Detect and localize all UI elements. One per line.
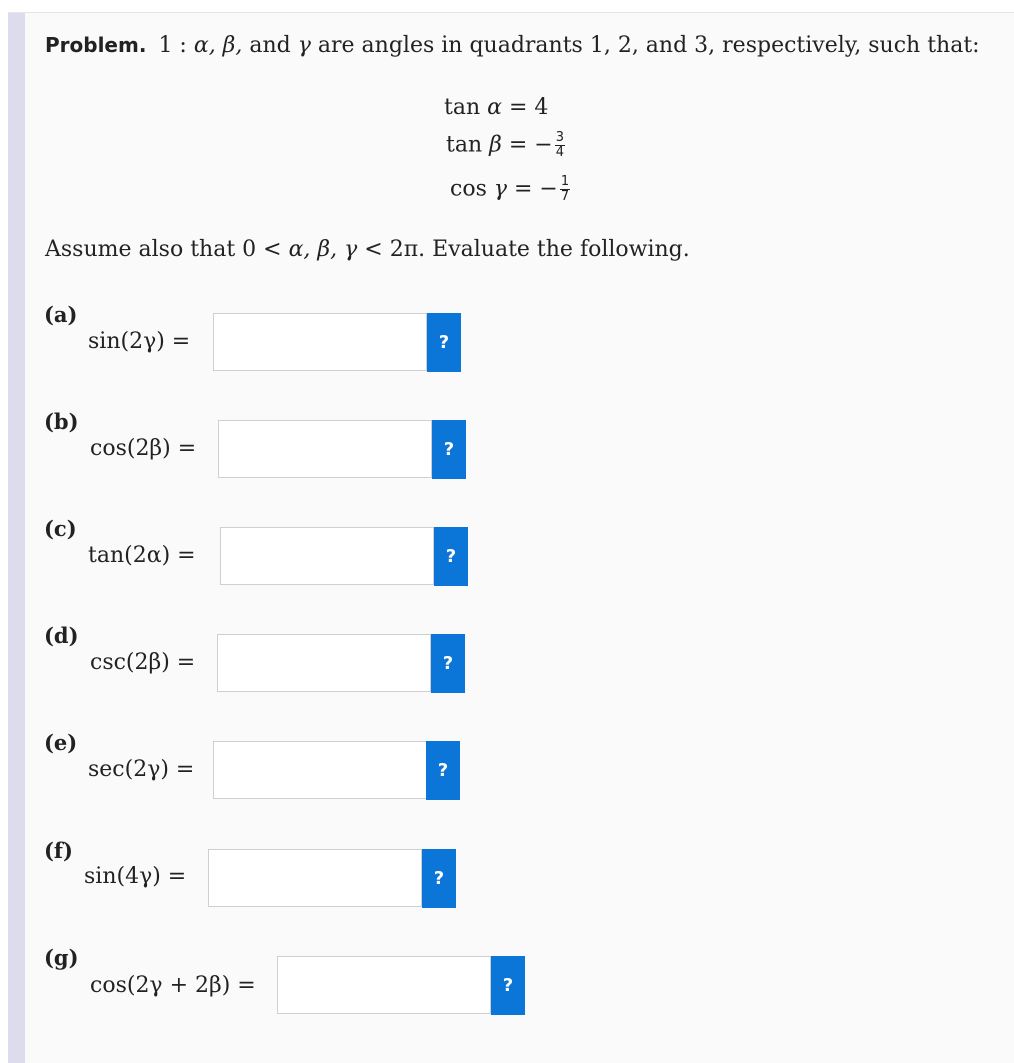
part-g-answer-input[interactable] (277, 956, 491, 1014)
part-a-label: (a) (44, 302, 78, 327)
part-e-expression: sec(2γ) = (88, 757, 195, 782)
given-cos-gamma (450, 175, 570, 204)
part-g-help-button[interactable]: ? (491, 956, 525, 1015)
part-d-label: (d) (44, 623, 79, 648)
part-d-help-button[interactable]: ? (431, 634, 465, 693)
part-a-answer-input[interactable] (213, 313, 427, 371)
part-e-answer-input[interactable] (213, 741, 427, 799)
part-f-answer-input[interactable] (208, 849, 422, 907)
part-a-expression: sin(2γ) = (88, 329, 191, 354)
part-e-label: (e) (44, 730, 78, 755)
tan-alpha-lhs: tan (444, 95, 488, 120)
tan-beta-numerator: 3 (555, 130, 564, 145)
part-g-label: (g) (44, 945, 79, 970)
cos-gamma-denominator: 7 (560, 189, 570, 204)
assume-vars: α, β, γ (288, 237, 358, 262)
tan-beta-lhs: tan (446, 132, 490, 158)
part-c-label: (c) (44, 516, 77, 541)
part-c-answer-input[interactable] (220, 527, 434, 585)
part-b-expression: cos(2β) = (90, 436, 197, 461)
part-b-answer-input[interactable] (218, 420, 432, 478)
problem-statement (45, 33, 980, 58)
problem-and: and (242, 33, 298, 58)
part-d-expression: csc(2β) = (90, 650, 196, 675)
problem-number: 1 : (158, 33, 194, 58)
assumption-text (45, 237, 690, 262)
tan-beta-rhs: = − (501, 132, 553, 158)
cos-gamma-numerator: 1 (560, 174, 570, 189)
part-f-label: (f) (44, 838, 73, 863)
part-g-expression: cos(2γ + 2β) = (90, 973, 256, 998)
cos-gamma-lhs: cos (450, 176, 494, 202)
cos-gamma-var: γ (493, 176, 508, 202)
tan-beta-var: β (489, 132, 502, 158)
part-b-help-button[interactable]: ? (432, 420, 466, 479)
tan-beta-fraction (555, 131, 565, 160)
part-e-help-button[interactable]: ? (426, 741, 460, 800)
tan-beta-denominator: 4 (555, 145, 564, 160)
problem-gamma: γ (297, 33, 311, 58)
part-b-label: (b) (44, 409, 79, 434)
tan-alpha-var: α (487, 95, 502, 120)
part-c-expression: tan(2α) = (88, 543, 196, 568)
cos-gamma-rhs: = − (507, 176, 558, 202)
part-a-help-button[interactable]: ? (427, 313, 461, 372)
part-f-help-button[interactable]: ? (422, 849, 456, 908)
cos-gamma-fraction (560, 175, 570, 204)
assume-suffix: < 2π. Evaluate the following. (357, 237, 690, 262)
problem-rest: are angles in quadrants 1, 2, and 3, respectively, such that: (310, 33, 980, 58)
part-f-expression: sin(4γ) = (84, 864, 187, 889)
part-c-help-button[interactable]: ? (434, 527, 468, 586)
problem-label: Problem. (45, 33, 147, 57)
given-tan-alpha (444, 95, 548, 120)
problem-card (8, 12, 1014, 1063)
tan-alpha-rhs: = 4 (501, 95, 549, 120)
left-accent-bar (8, 13, 25, 1063)
assume-prefix: Assume also that 0 < (45, 237, 289, 262)
given-tan-beta (446, 131, 565, 160)
problem-vars: α, β, (193, 33, 243, 58)
part-d-answer-input[interactable] (217, 634, 431, 692)
